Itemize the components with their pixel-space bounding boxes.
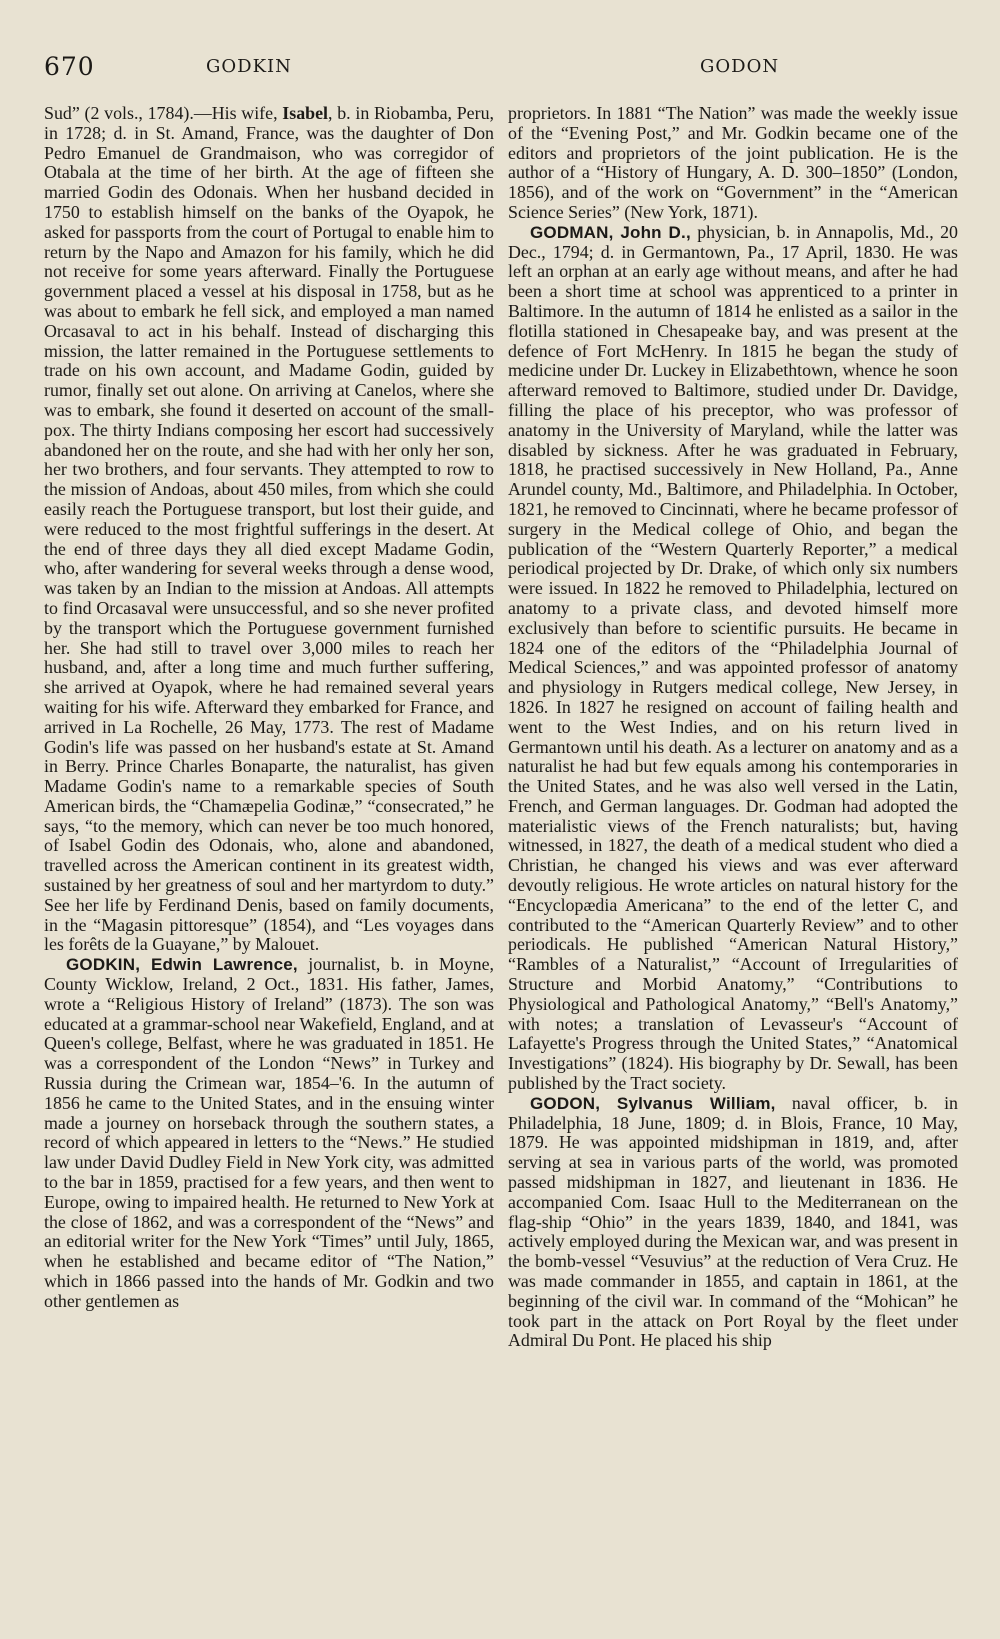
continued-text-right: proprietors. In 1881 “The Nation” was made the weekly issue of the “Evening Post,” and Mr. Godkin became one of the editors and proprietors of the joint publication. He is the author of a “History of Hungary, A. D. 300–1850” (London, 1856), and of the work on “Government” in the “American Science Series” (New York, 1871). xyxy=(508,104,958,222)
entry-godman xyxy=(508,223,958,1094)
continued-text: Sud” (2 vols., 1784).—His wife, xyxy=(44,104,283,123)
entry-heading-godman: GODMAN, John D., xyxy=(530,222,691,242)
page-header xyxy=(40,52,960,86)
paragraph-continued-right xyxy=(508,104,958,223)
entry-heading-godon: GODON, Sylvanus William, xyxy=(530,1093,776,1113)
left-column xyxy=(44,104,494,1604)
running-head-right: GODON xyxy=(700,56,780,77)
isabel-text: , b. in Riobamba, Peru, in 1728; d. in St. Amand, France, was the daughter of Don Pedro Emanuel de Grandmaison, who was corregidor of Otabala at the time of her birth. At the age of fifteen she married Godin des Odonais. When her husband decided in 1750 to establish himself on the banks of the Oyapok, he asked for passports from the court of Portugal to enable him to return by the Napo and Amazon for his family, which he did not receive for some years afterward. Finally the Portuguese government placed a vessel at his disposal in 1758, but as he was about to embark he fell sick, and employed a man named Orcasaval to act in his behalf. Instead of discharging this mission, the latter remained in the Portuguese settlements to trade on his own account, and Madame Godin, guided by rumor, finally set out alone. On arriving at Canelos, where she was to embark, she found it deserted on account of the small-pox. The thirty Indians composing her escort had successively abandoned her on the route, and she had with her only her son, her two brothers, and four servants. They attempted to row to the mission of Andoas, about 450 miles, from which she could easily reach the Portuguese transport, but lost their guide, and were reduced to the most frightful sufferings in the desert. At the end of three days they all died except Madame Godin, who, after wandering for several weeks through a dense wood, was taken by an Indian to the mission at Andoas. All attempts to find Orcasaval were unsuccessful, and so she never profited by the transport which the Portuguese government furnished her. She had still to travel over 3,000 miles to reach her husband, and, after a long time and much further suffering, she arrived at Oyapok, where he had remained several years waiting for his wife. Afterward they embarked for France, and arrived in La Rochelle, 26 May, 1773. The rest of Madame Godin's life was passed on her husband's estate at St. Amand in Berry. Prince Charles Bonaparte, the naturalist, has given Madame Godin's name to a remarkable species of South American birds, the “Chamæpelia Godinæ,” “consecrated,” he says, “to the memory, which can never be too much honored, of Isabel Godin des Odonais, who, alone and abandoned, travelled across the American continent in its greatest width, sustained by her greatness of soul and her martyrdom to duty.” See her life by Ferdinand Denis, based on family documents, in the “Magasin pittoresque” (1854), and “Les voyages dans les forêts de la Guayane,” by Malouet. xyxy=(44,104,494,955)
entry-godkin xyxy=(44,955,494,1311)
entry-godon xyxy=(508,1094,958,1351)
isabel-name: Isabel xyxy=(282,104,329,123)
right-column xyxy=(508,104,958,1604)
entry-body-godkin: journalist, b. in Moyne, County Wicklow, Ireland, 2 Oct., 1831. His father, James, wrote a “Religious History of Ireland” (1873). The son was educated at a grammar-school near Wakefield, England, and at Queen's college, Belfast, where he was graduated in 1851. He was a correspondent of the London “News” in Turkey and Russia during the Crimean war, 1854–'6. In the autumn of 1856 he came to the United States, and in the ensuing winter made a journey on horseback through the southern states, a record of which appeared in letters to the “News.” He studied law under David Dudley Field in New York city, was admitted to the bar in 1859, practised for a few years, and then went to Europe, owing to impaired health. He returned to New York at the close of 1862, and was a correspondent of the “News” and an editorial writer for the New York “Times” until July, 1865, when he established and became editor of “The Nation,” which in 1866 passed into the hands of Mr. Godkin and two other gentlemen as xyxy=(44,954,494,1311)
entry-body-godman: physician, b. in Annapolis, Md., 20 Dec., 1794; d. in Germantown, Pa., 17 April, 1830. He was left an orphan at an early age without means, and after he had been a short time at school was apprenticed to a printer in Baltimore. In the autumn of 1814 he enlisted as a sailor in the flotilla stationed in Chesapeake bay, and was present at the defence of Fort McHenry. In 1815 he began the study of medicine under Dr. Luckey in Elizabethtown, whence he soon afterward removed to Baltimore, studied under Dr. Davidge, filling the place of his preceptor, who was professor of anatomy in the University of Maryland, while the latter was disabled by sickness. After he was graduated in February, 1818, he practised successively in New Holland, Pa., Anne Arundel county, Md., Baltimore, and Philadelphia. In October, 1821, he removed to Cincinnati, where he became professor of surgery in the Medical college of Ohio, and began the publication of the “Western Quarterly Reporter,” a medical periodical projected by Dr. Drake, of which only six numbers were issued. In 1822 he removed to Philadelphia, lectured on anatomy to a private class, and devoted himself more exclusively than before to scientific pursuits. He became in 1824 one of the editors of the “Philadelphia Journal of Medical Sciences,” and was appointed professor of anatomy and physiology in Rutgers medical college, New Jersey, in 1826. In 1827 he resigned on account of failing health and went to the West Indies, and on his return lived in Germantown until his death. As a lecturer on anatomy and as a naturalist he had but few equals among his contemporaries in the United States, and he was also well versed in the Latin, French, and German languages. Dr. Godman had adopted the materialistic views of the French naturalists; but, having witnessed, in 1827, the death of a medical student who died a Christian, he changed his views and was ever afterward devoutly religious. He wrote articles on natural history for the “Encyclopædia Americana” to the end of the letter C, and contributed to the “American Quarterly Review” and to other periodicals. He published “American Natural History,” “Rambles of a Naturalist,” “Account of Irregularities of Structure and Morbid Anatomy,” “Contributions to Physiological and Pathological Anatomy,” “Bell's Anatomy,” with notes; a translation of Levasseur's “Account of Lafayette's Progress through the United States,” “Anatomical Investigations” (1824). His biography by Dr. Sewall, has been published by the Tract society. xyxy=(508,221,958,1094)
page-number: 670 xyxy=(44,52,95,81)
running-head-left: GODKIN xyxy=(206,56,292,77)
entry-body-godon: naval officer, b. in Philadelphia, 18 June, 1809; d. in Blois, France, 10 May, 1879. He was appointed midshipman in 1819, and, after serving at sea in various parts of the world, was promoted passed midshipman in 1827, and lieutenant in 1836. He accompanied Com. Isaac Hull to the Mediterranean on the flag-ship “Ohio” in the years 1839, 1840, and 1841, was actively employed during the Mexican war, and was present in the bomb-vessel “Vesuvius” at the reduction of Vera Cruz. He was made commander in 1855, and captain in 1861, at the beginning of the civil war. In command of the “Mohican” he took part in the attack on Port Royal by the fleet under Admiral Du Pont. He placed his ship xyxy=(508,1092,958,1351)
entry-heading-godkin: GODKIN, Edwin Lawrence, xyxy=(66,955,298,975)
paragraph-continued xyxy=(44,104,494,955)
